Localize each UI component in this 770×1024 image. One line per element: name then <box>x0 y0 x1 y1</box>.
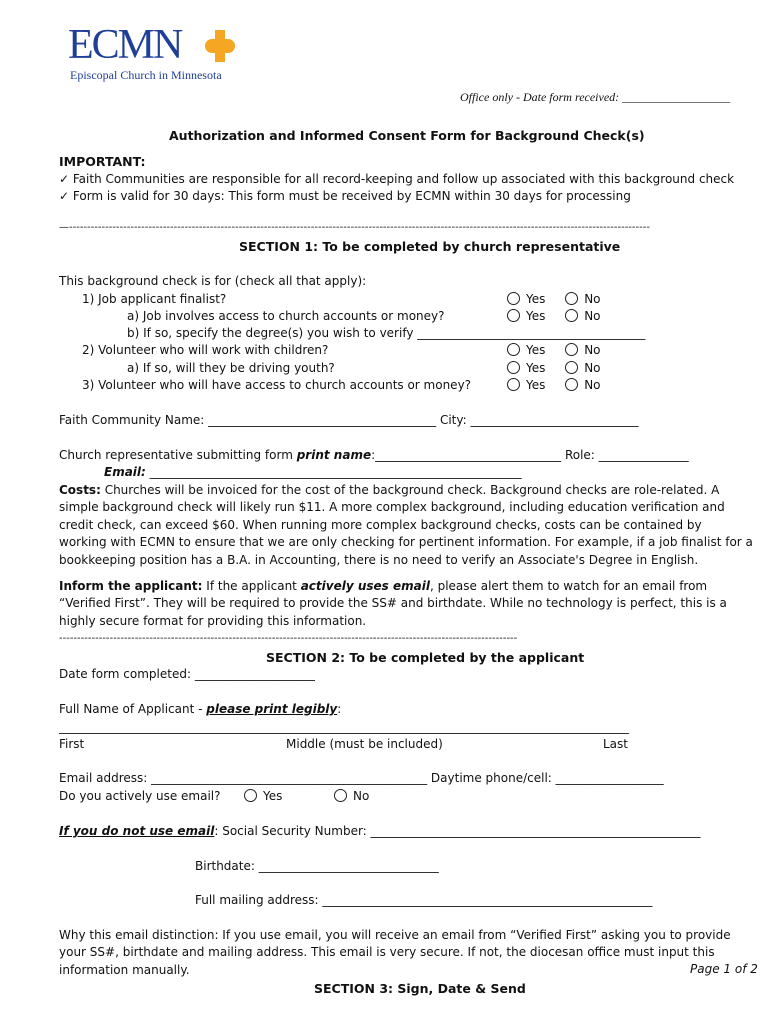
radio-no[interactable]: No <box>565 292 600 306</box>
important-item: ✓ Faith Communities are responsible for all record-keeping and follow up associated with this background check <box>59 172 735 186</box>
radio-circle-icon[interactable] <box>565 361 578 374</box>
question-accounts: a) Job involves access to church accounts or money? <box>127 309 445 323</box>
radio-yes[interactable]: Yes <box>507 309 545 323</box>
date-completed-field[interactable]: Date form completed: ____________________ <box>59 667 315 681</box>
radio-no[interactable]: No <box>334 788 369 805</box>
birthdate-field[interactable]: Birthdate: ______________________________ <box>195 859 439 873</box>
radio-circle-icon[interactable] <box>507 309 520 322</box>
radio-circle-icon[interactable] <box>565 378 578 391</box>
ssn-field[interactable]: If you do not use email: Social Security Number: _______________________________________________________ <box>59 824 701 838</box>
question-job-finalist: 1) Job applicant finalist? <box>82 292 227 306</box>
church-rep-email-field[interactable]: Email: ______________________________________________________________ <box>104 465 522 479</box>
radio-group-volunteer-accounts <box>507 377 601 394</box>
radio-no[interactable]: No <box>565 343 600 357</box>
radio-yes[interactable]: Yes <box>507 361 545 375</box>
question-driving-youth: a) If so, will they be driving youth? <box>127 361 335 375</box>
radio-group-children <box>507 342 601 359</box>
important-item: ✓ Form is valid for 30 days: This form must be received by ECMN within 30 days for processing <box>59 189 631 203</box>
email-phone-field[interactable]: Email address: ______________________________________________ Daytime phone/cell: __________________ <box>59 771 664 785</box>
costs-paragraph: Costs: Churches will be invoiced for the cost of the background check. Background checks are role-related. A simple background check will likely run $11. A more complex background, including education verification and credit check, can exceed $60. When running more complex background checks, costs can be contained by working with ECMN to ensure that we are only checking for pertinent information. For example, if a job finalist for a bookkeeping position has a B.A. in Accounting, there is no need to verify an Associate's Degree in English. <box>59 483 753 567</box>
radio-no[interactable]: No <box>565 378 600 392</box>
radio-group-driving <box>507 360 601 377</box>
logo-name: ECMN <box>68 22 182 68</box>
radio-group-job-finalist <box>507 291 601 308</box>
full-name-label: Full Name of Applicant - please print legibly: <box>59 702 342 716</box>
question-degree: b) If so, specify the degree(s) you wish to verify ______________________________________ <box>127 326 646 340</box>
radio-yes[interactable]: Yes <box>507 292 545 306</box>
first-name-label: First <box>59 737 85 751</box>
radio-circle-icon[interactable] <box>507 292 520 305</box>
separator: ------------------------------------------------------------------------------------------------------------------------------- <box>59 633 518 644</box>
radio-circle-icon[interactable] <box>244 789 257 802</box>
inform-paragraph: Inform the applicant: If the applicant actively uses email, please alert them to watch for an email from “Verified First”. They will be required to provide the SS# and birthdate. While no technology is perfect, this is a highly secure format for providing this information. <box>59 579 727 628</box>
radio-no[interactable]: No <box>565 309 600 323</box>
question-volunteer-accounts: 3) Volunteer who will have access to church accounts or money? <box>82 378 472 392</box>
middle-name-label: Middle (must be included) <box>286 737 443 751</box>
separator: —----------------------------------------------------------------------------------------------------------------------------------------------------------------- <box>59 222 650 233</box>
radio-no[interactable]: No <box>565 361 600 375</box>
section2-heading: SECTION 2: To be completed by the applicant <box>266 650 585 665</box>
church-rep-field[interactable]: Church representative submitting form print name:_______________________________ Role: _______________ <box>59 448 689 462</box>
radio-yes[interactable]: Yes <box>507 378 545 392</box>
faith-community-field[interactable]: Faith Community Name: ______________________________________ City: ____________________________ <box>59 413 639 427</box>
radio-circle-icon[interactable] <box>565 343 578 356</box>
radio-yes[interactable]: Yes <box>507 343 545 357</box>
logo <box>68 24 248 86</box>
section1-heading: SECTION 1: To be completed by church representative <box>239 239 621 254</box>
radio-circle-icon[interactable] <box>334 789 347 802</box>
question-volunteer-children: 2) Volunteer who will work with children? <box>82 343 329 357</box>
section1-intro: This background check is for (check all that apply): <box>59 274 367 288</box>
radio-circle-icon[interactable] <box>565 309 578 322</box>
radio-circle-icon[interactable] <box>565 292 578 305</box>
radio-group-accounts <box>507 308 601 325</box>
page-number: Page 1 of 2 <box>690 962 758 976</box>
section3-heading: SECTION 3: Sign, Date & Send <box>314 981 526 996</box>
last-name-label: Last <box>603 737 628 751</box>
email-distinction-paragraph: Why this email distinction: If you use email, you will receive an email from “Verified First” asking you to provide your SS#, birthdate and mailing address. This email is very secure. If not, the diocesan office must input this information manually. <box>59 928 731 977</box>
radio-circle-icon[interactable] <box>507 361 520 374</box>
important-heading: IMPORTANT: <box>59 154 146 169</box>
radio-circle-icon[interactable] <box>507 378 520 391</box>
mailing-address-field[interactable]: Full mailing address: _______________________________________________________ <box>195 893 653 907</box>
full-name-field[interactable]: _______________________________________________________________________________________________ <box>59 720 629 734</box>
cross-icon <box>202 28 238 64</box>
actively-use-email-question: Do you actively use email? <box>59 789 221 803</box>
logo-subtitle: Episcopal Church in Minnesota <box>70 68 222 82</box>
form-title: Authorization and Informed Consent Form for Background Check(s) <box>169 128 645 143</box>
office-only-line: Office only - Date form received: __________________ <box>460 90 731 104</box>
radio-circle-icon[interactable] <box>507 343 520 356</box>
radio-yes[interactable]: Yes <box>244 788 282 805</box>
